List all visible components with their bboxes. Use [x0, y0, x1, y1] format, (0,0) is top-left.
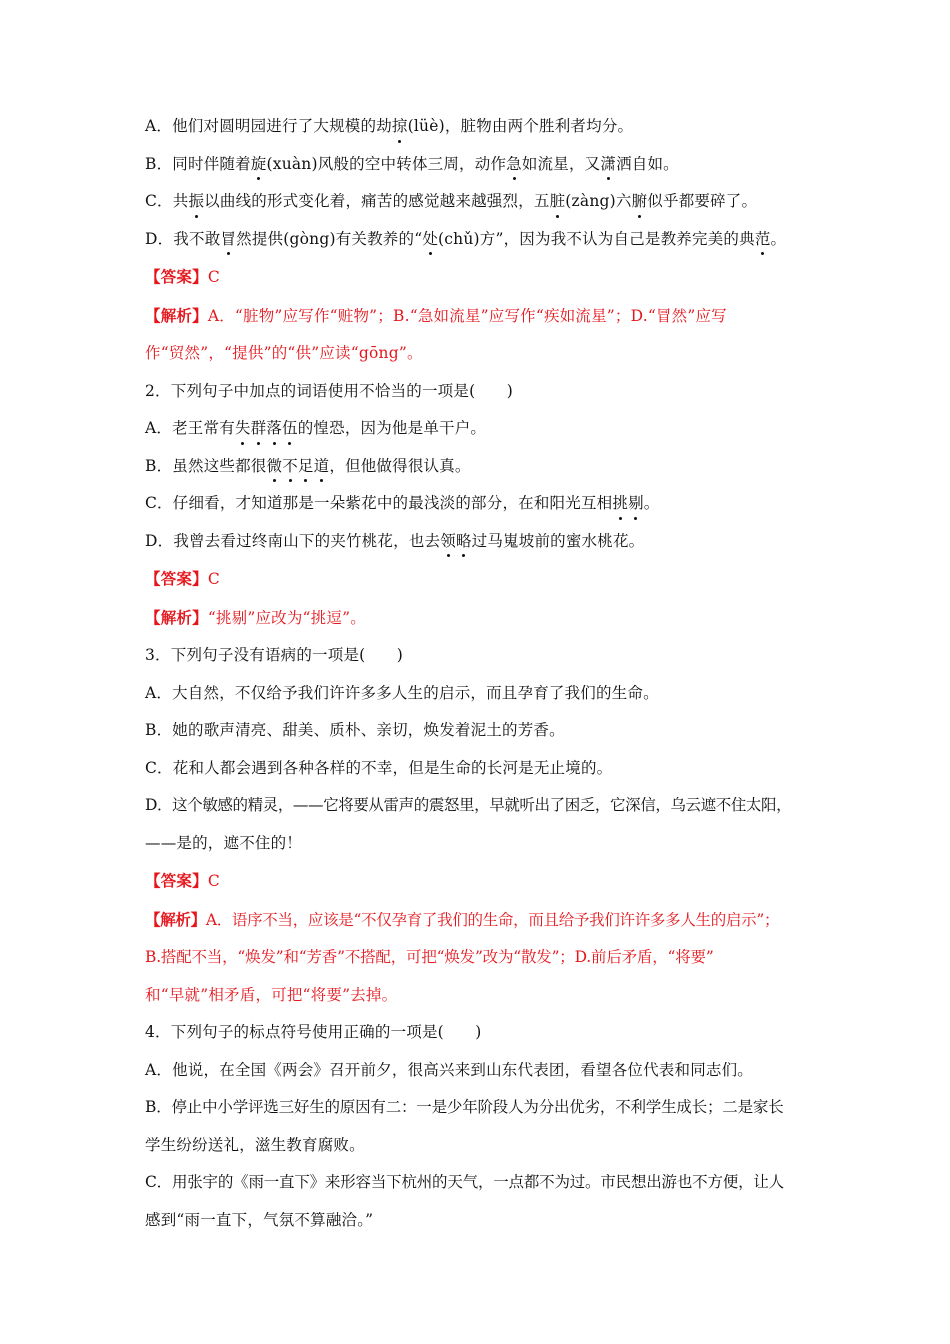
q3-analysis — [145, 901, 850, 940]
q3-stem: 3．下列句子没有语病的一项是( ) — [145, 646, 404, 664]
option-text: 以曲线的形式变化着，痛苦的感觉越来越强烈，五 — [204, 192, 550, 210]
option-text: 过马嵬坡前的蜜水桃花。 — [471, 531, 645, 550]
option-text: A．他们对圆明园进行了大规模的劫 — [145, 117, 392, 135]
dotted-char: 伍 — [282, 410, 298, 448]
q4-option-b-cont: 学生纷纷送礼，滋生教育腐败。 — [145, 1135, 365, 1154]
dotted-char: 失 — [235, 410, 251, 448]
option-text: 。 — [643, 494, 660, 512]
answer-value: C — [207, 872, 220, 890]
q3-option-c: C．花和人都会遇到各种各样的不幸，但是生命的长河是无止境的。 — [145, 758, 613, 777]
q2-option-a — [145, 410, 850, 448]
option-text: (lüè)，脏物由两个胜利者均分。 — [407, 117, 634, 135]
analysis-text: A．语序不当，应该是“不仅孕育了我们的生命，而且给予我们许许多多人生的启示”； — [205, 910, 780, 929]
dotted-char: 剔 — [628, 485, 644, 523]
option-text: 洒自如。 — [616, 154, 679, 173]
dotted-char: 略 — [456, 523, 472, 561]
q2-option-d — [145, 523, 850, 561]
q4-option-a: A．他说，在全国《两会》召开前夕，很高兴来到山东代表团，看望各位代表和同志们。 — [145, 1060, 753, 1079]
dotted-char: 处 — [422, 221, 438, 259]
analysis-label: 【解析】 — [145, 305, 208, 325]
analysis-text: A．“脏物”应写作“赃物”；B.“急如流星”应写作“疾如流星”；D.“冒然”应写 — [207, 306, 727, 325]
q4-option-c: C．用张宇的《雨一直下》来形容当下杭州的天气，一点都不为过。市民想出游也不方便，让人 — [145, 1173, 784, 1191]
option-text: 如流星，又 — [521, 154, 601, 173]
answer-value: C — [207, 570, 220, 588]
option-text: 的惶恐，因为他是单干户。 — [297, 419, 487, 437]
q3-option-b: B．她的歌声清亮、甜美、质朴、亲切，焕发着泥土的芳香。 — [145, 721, 565, 739]
dotted-char: 旋 — [251, 146, 267, 184]
dotted-char: 腑 — [632, 183, 648, 221]
q3-option-a: A．大自然，不仅给予我们许许多多人生的启示，而且孕育了我们的生命。 — [145, 683, 659, 702]
q4-stem: 4．下列句子的标点符号使用正确的一项是( ) — [145, 1023, 482, 1041]
option-text: 似乎都要碎了。 — [647, 192, 758, 210]
q1-option-a — [145, 108, 850, 146]
q3-option-d: D．这个敏感的精灵，——它将要从雷声的震怒里，早就听出了困乏，它深信，乌云遮不住太阳， — [145, 796, 792, 814]
option-text: C．共 — [145, 192, 189, 210]
option-text: D．我不敢 — [145, 229, 221, 248]
option-text: (zàng)六 — [565, 192, 632, 210]
option-text: ，但他做得很认真。 — [329, 456, 471, 475]
dotted-char: 挑 — [612, 485, 628, 523]
analysis-label: 【解析】 — [145, 607, 208, 627]
dotted-char: 掠 — [392, 108, 408, 146]
dotted-char: 道 — [314, 448, 330, 486]
dotted-char: 范 — [755, 221, 771, 259]
q4-option-b: B．停止中小学评选三好生的原因有二：一是少年阶段人为分出优劣，不利学生成长；二是家长 — [145, 1098, 784, 1116]
q3-analysis-cont2: 和“早就”相矛盾，可把“将要”去掉。 — [145, 985, 398, 1004]
answer-label: 【答案】 — [145, 871, 208, 890]
q3-option-d-cont: ——是的，遮不住的！ — [145, 833, 303, 852]
q2-analysis — [145, 599, 850, 638]
option-text: 然提供(gòng)有关教养的“ — [236, 229, 423, 248]
q1-option-b — [145, 146, 850, 184]
option-text: 。 — [770, 229, 787, 248]
dotted-char: 领 — [440, 523, 456, 561]
dotted-char: 脏 — [550, 183, 566, 221]
dotted-char: 潇 — [600, 146, 616, 184]
option-text: C．仔细看，才知道那是一朵紫花中的最浅淡的部分，在和阳光互相 — [145, 494, 613, 512]
q2-stem: 2．下列句子中加点的词语使用不恰当的一项是( ) — [145, 381, 513, 400]
q1-option-c — [145, 183, 850, 221]
dotted-char: 振 — [188, 183, 204, 221]
option-text: (xuàn)风般的空中转体三周，动作 — [266, 154, 507, 173]
option-text: D．我曾去看过终南山下的夹竹桃花，也去 — [145, 531, 441, 550]
q1-option-d — [145, 221, 850, 259]
dotted-char: 微 — [267, 448, 283, 486]
option-text: B．虽然这些都很 — [145, 456, 267, 475]
option-text: B．同时伴随着 — [145, 154, 251, 173]
q1-analysis — [145, 297, 850, 336]
analysis-text: “挑剔”应改为“挑逗”。 — [207, 608, 366, 627]
q2-option-c — [145, 485, 850, 523]
dotted-char: 落 — [266, 410, 282, 448]
q3-answer — [145, 862, 850, 901]
q2-option-b — [145, 448, 850, 486]
analysis-text: 作“贸然”，“提供”的“供”应读“gōng”。 — [145, 344, 423, 362]
q2-answer — [145, 560, 850, 599]
analysis-label: 【解析】 — [145, 909, 206, 929]
option-text: (chǔ)方”，因为我不认为自己是教养完美的典 — [438, 229, 755, 248]
dotted-char: 群 — [251, 410, 267, 448]
answer-label: 【答案】 — [145, 267, 208, 286]
dotted-char: 急 — [506, 146, 522, 184]
q1-analysis-cont — [145, 335, 850, 373]
answer-value: C — [207, 268, 220, 286]
q3-analysis-cont: B.搭配不当，“焕发”和“芳香”不搭配，可把“焕发”改为“散发”；D.前后矛盾，“将要” — [145, 948, 714, 966]
dotted-char: 冒 — [220, 221, 236, 259]
document-content — [145, 108, 850, 1239]
dotted-char: 不 — [282, 448, 298, 486]
dotted-char: 足 — [298, 448, 314, 486]
answer-label: 【答案】 — [145, 569, 208, 588]
q4-option-c-cont: 感到“雨一直下，气氛不算融洽。” — [145, 1210, 374, 1229]
q1-answer — [145, 258, 850, 297]
option-text: A．老王常有 — [145, 419, 235, 437]
